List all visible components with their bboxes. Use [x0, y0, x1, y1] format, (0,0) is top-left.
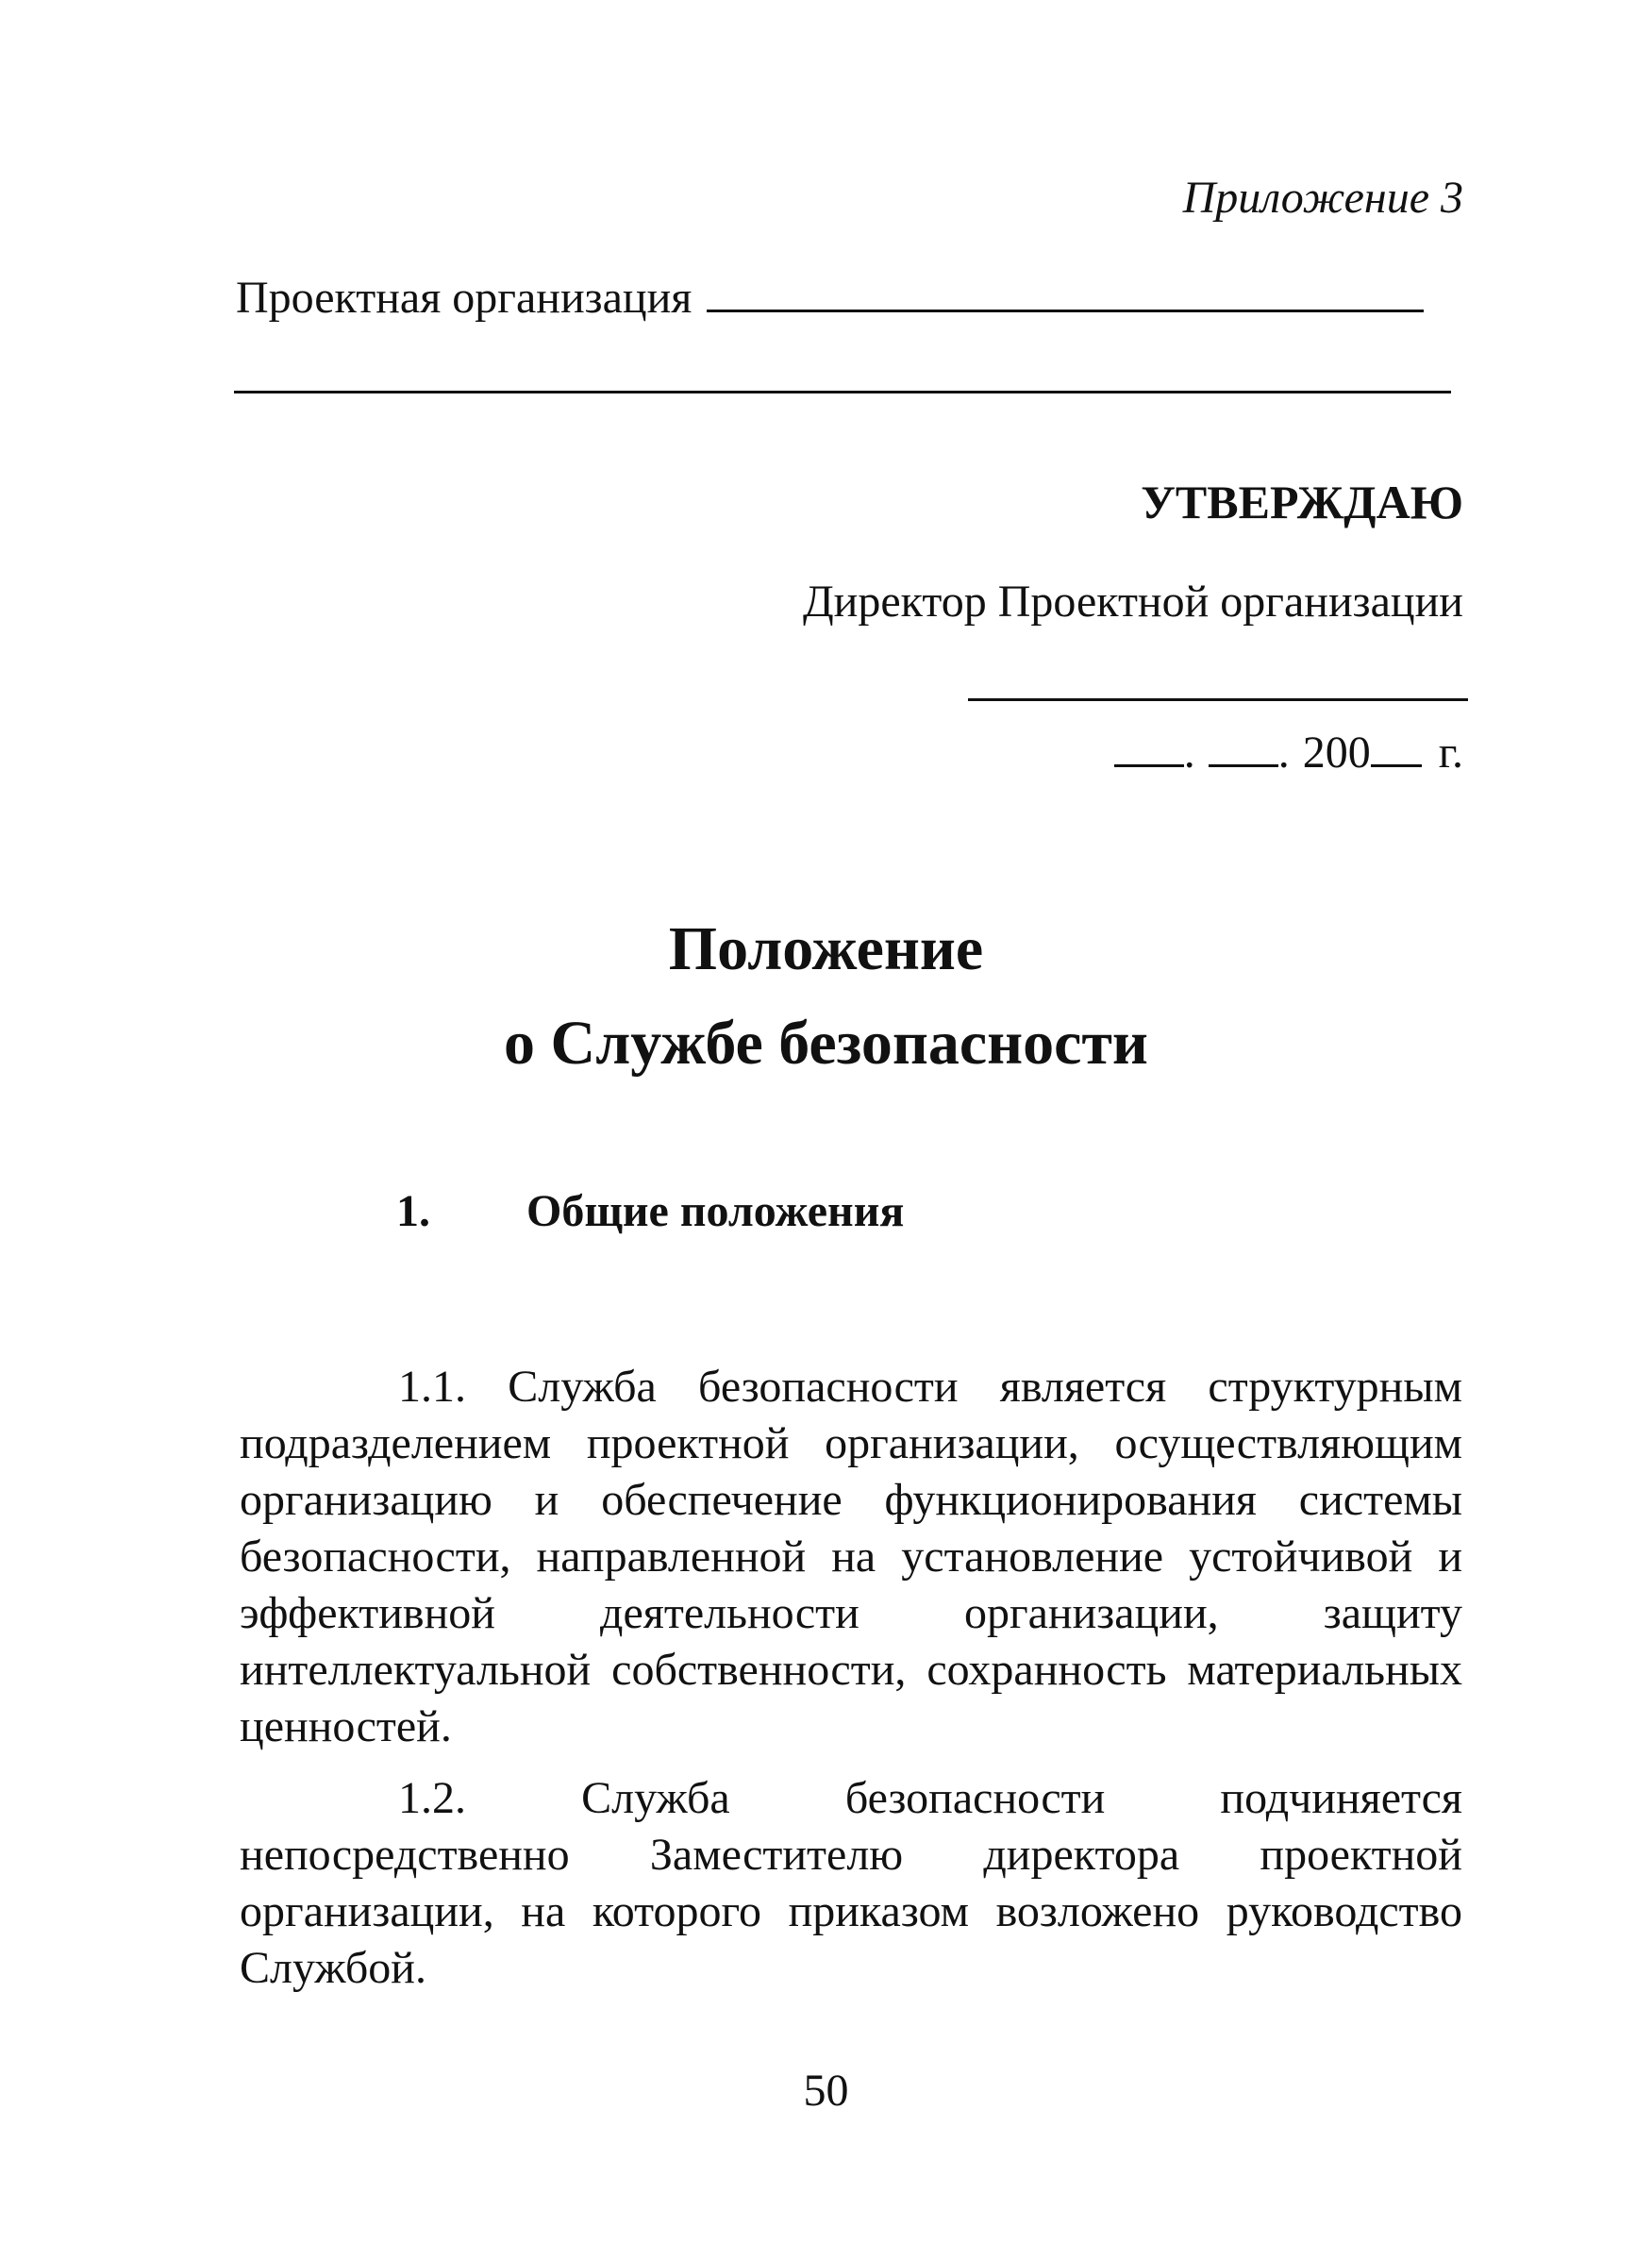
year-suffix: г. [1438, 728, 1463, 778]
page-number: 50 [803, 2066, 849, 2116]
signature-blank-line [968, 698, 1468, 701]
approver-role: Директор Проектной организации [802, 577, 1463, 627]
day-blank [1114, 727, 1184, 767]
year-prefix: 200 [1302, 728, 1371, 778]
document-title-line-2: о Службе безопасности [504, 1009, 1148, 1078]
document-title-line-1: Положение [668, 914, 984, 983]
section-number: 1. [396, 1186, 430, 1236]
organization-blank-line [707, 272, 1424, 312]
paragraph-1-1: 1.1. Служба безопасности является структурным подразделением проектной организации, осуществляющим организацию и обеспечение функционирования системы безопасности, направленной на установление устойчивой и эффективной деятельности организации, защиту интеллектуальной собственности, сохранность материальных ценностей. [240, 1362, 1462, 1751]
organization-blank-line-2 [234, 391, 1451, 393]
date-separator-2: . [1277, 728, 1290, 778]
section-title: Общие положения [526, 1186, 905, 1236]
paragraph-1-2: 1.2. Служба безопасности подчиняется непосредственно Заместителю директора проектной организации, на которого приказом возложено руководство Службой. [240, 1773, 1462, 1993]
approval-block [803, 472, 1463, 630]
organization-field [236, 270, 1424, 326]
appendix-label: Приложение 3 [1182, 173, 1463, 223]
approval-title: УТВЕРЖДАЮ [1141, 476, 1463, 528]
section-heading [396, 1183, 904, 1240]
year-blank [1371, 727, 1422, 767]
date-separator-1: . [1183, 728, 1195, 778]
organization-label: Проектная организация [236, 273, 693, 323]
month-blank [1209, 727, 1278, 767]
approval-date-field [1114, 725, 1463, 781]
